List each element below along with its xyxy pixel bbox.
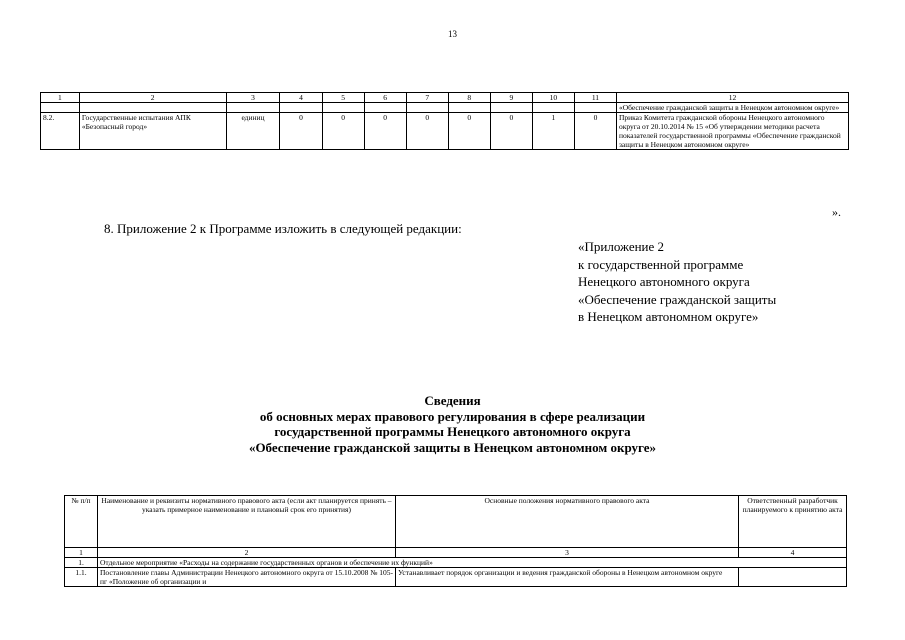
column-number: 5 [322,93,364,103]
column-number: 9 [490,93,532,103]
document-title [0,393,905,455]
act-name: Постановление главы Администрации Ненецкого автономного округа от 15.10.2008 № 105-пг «Положение об организации и [98,568,396,587]
appendix-header [578,238,776,326]
column-number: 3 [396,548,739,558]
column-number: 8 [448,93,490,103]
column-number: 11 [574,93,616,103]
column-number-row [65,548,847,558]
table-cell [280,103,322,113]
basis-cell: Приказ Комитета гражданской обороны Ненецкого автономного округа от 20.10.2014 № 15 «Об утверждении методики расчета показателей государственной программы «Обеспечение гражданской защиты в Ненецком автономном округе» [616,113,848,150]
section-row [65,558,847,568]
act-provisions: Устанавливает порядок организации и ведения гражданской обороны в Ненецком автономном округе [396,568,739,587]
header-name: Наименование и реквизиты нормативного правового акта (если акт планируется принять – указать примерное наименование и плановый срок его принятия) [98,496,396,548]
table-cell [490,103,532,113]
value-cell: 0 [490,113,532,150]
value-cell: 1 [532,113,574,150]
measures-table [64,495,847,587]
column-number: 7 [406,93,448,103]
value-cell: 0 [448,113,490,150]
column-number: 10 [532,93,574,103]
value-cell: 0 [322,113,364,150]
value-cell: 0 [574,113,616,150]
indicators-table [40,92,849,150]
section-title: Отдельное мероприятие «Расходы на содержание государственных органов и обеспечение их функций» [98,558,847,568]
value-cell: 0 [364,113,406,150]
table-cell [226,103,280,113]
header-provisions: Основные положения нормативного правового акта [396,496,739,548]
column-number: 1 [65,548,98,558]
header-num: № п/п [65,496,98,548]
appendix-header-line: Ненецкого автономного округа [578,274,750,289]
table-cell [41,103,80,113]
title-line: об основных мерах правового регулирования в сфере реализации [259,408,646,424]
table-cell [322,103,364,113]
column-number: 12 [616,93,848,103]
row-number: 8.2. [41,113,80,150]
header-developer: Ответственный разработчик планируемого к принятию акта [739,496,847,548]
page-number: 13 [448,29,457,39]
appendix-header-line: «Приложение 2 [578,239,665,254]
table-cell [574,103,616,113]
title-line: государственной программы Ненецкого автономного округа [274,424,631,439]
table-cell [448,103,490,113]
column-number: 6 [364,93,406,103]
act-developer [739,568,847,587]
column-number: 4 [280,93,322,103]
column-number: 3 [226,93,280,103]
column-number: 2 [98,548,396,558]
table-cell [364,103,406,113]
appendix-header-line: в Ненецком автономном округе» [578,309,759,324]
appendix-header-line: «Обеспечение гражданской защиты [578,291,777,307]
column-number: 2 [79,93,226,103]
header-row [65,496,847,548]
closing-quote: ». [832,205,841,219]
table-cell [79,103,226,113]
table-cell [532,103,574,113]
unit-cell: единиц [226,113,280,150]
indicator-name: Государственные испытания АПК «Безопасный город» [79,113,226,150]
column-number: 4 [739,548,847,558]
title-line: Сведения [424,393,481,408]
column-number: 1 [41,93,80,103]
amendment-text: 8. Приложение 2 к Программе изложить в следующей редакции: [104,221,462,236]
value-cell: 0 [280,113,322,150]
appendix-header-line: к государственной программе [578,256,744,272]
table-cell [406,103,448,113]
basis-cell: «Обеспечение гражданской защиты в Ненецком автономном округе» [616,103,848,113]
table-row [65,568,847,587]
continuation-row [41,103,849,113]
column-number-row [41,93,849,103]
table-row [41,113,849,150]
value-cell: 0 [406,113,448,150]
section-number: 1. [65,558,98,568]
title-line: «Обеспечение гражданской защиты в Ненецком автономном округе» [248,439,657,455]
row-number: 1.1. [65,568,98,587]
